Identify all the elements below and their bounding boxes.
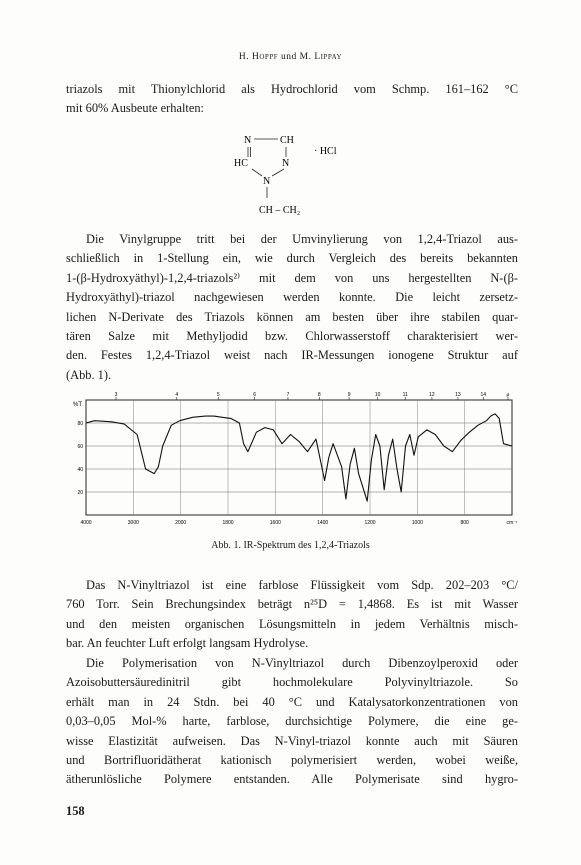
top-tick-label: 8 xyxy=(317,392,321,398)
top-tick-label: 14 xyxy=(480,392,487,398)
text-line: wisse Elastizität aufweisen. Das N-Vinyl-triazol konnte auch mit Säuren xyxy=(66,733,518,748)
structural-formula xyxy=(236,132,366,222)
figure-caption: Abb. 1. IR-Spektrum des 1,2,4-Triazols xyxy=(211,540,370,551)
y-tick-label: 60 xyxy=(77,444,83,450)
text-line: Das N-Vinyltriazol ist eine farblose Flüssigkeit vom Sdp. 202–203 °C/ xyxy=(86,578,518,592)
formula-n-top: N xyxy=(244,135,252,146)
page-number: 158 xyxy=(66,804,85,818)
x-tick-label: 800 xyxy=(460,520,469,526)
text-line: Die Vinylgruppe tritt bei der Umvinylierung von 1,2,4-Triazol aus- xyxy=(86,232,518,246)
author-1: H. Hoppf xyxy=(238,52,279,62)
text-line: tären Salze mit Methyljodid bzw. Chlorwasserstoff charakterisiert wer- xyxy=(66,329,518,344)
top-tick-label: 13 xyxy=(455,392,461,398)
formula-n-bottom: N xyxy=(263,176,271,187)
text-line: Die Polymerisation von N-Vinyltriazol durch Dibenzoylperoxid oder xyxy=(86,656,518,670)
paragraph-3 xyxy=(66,654,518,790)
running-header xyxy=(0,52,581,62)
text-line: mit 60% Ausbeute erhalten: xyxy=(66,101,204,116)
text-line: Hydroxyäthyl)-triazol nachgewiesen werden konnte. Die leicht zersetz- xyxy=(66,290,518,305)
text-line: den. Festes 1,2,4-Triazol weist nach IR-Messungen ionogene Struktur auf xyxy=(66,348,518,363)
formula-ch-top: CH xyxy=(280,135,294,146)
ir-spectrum-svg xyxy=(64,388,516,528)
text-line: (Abb. 1). xyxy=(66,367,112,382)
formula-n-right: N xyxy=(282,158,290,169)
x-tick-label: cm⁻¹ xyxy=(506,520,518,526)
top-tick-label: 11 xyxy=(402,392,408,398)
y-tick-label: 20 xyxy=(77,490,83,496)
formula-hcl: · HCl xyxy=(314,146,337,157)
top-tick-label: μ xyxy=(506,392,510,398)
y-axis-label: %T xyxy=(73,402,82,408)
text-line: Azoisobuttersäuredinitril gibt hochmolekulare Polyvinyltriazole. So xyxy=(66,675,518,690)
x-tick-label: 1200 xyxy=(364,520,376,526)
top-tick-label: 10 xyxy=(374,392,381,398)
text-line: 1-(β-Hydroxyäthyl)-1,2,4-triazols²⁾ mit dem von uns hergestellten N-(β- xyxy=(66,270,518,285)
text-line: 0,03–0,05 Mol-% harte, farblose, durchsichtige Polymere, die eine ge- xyxy=(66,714,518,729)
header-and: und xyxy=(281,52,297,62)
text-line: 760 Torr. Sein Brechungsindex beträgt n²⁵D = 1,4868. Es ist mit Wasser xyxy=(66,597,518,612)
text-line: erhält man in 24 Stdn. bei 40 °C und Katalysatorkonzentrationen von xyxy=(66,694,518,709)
top-tick-label: 3 xyxy=(114,392,118,398)
text-line: schließlich in 1-Stellung ein, wie durch Vergleich des bereits bekannten xyxy=(66,251,518,266)
author-2: M. Lippay xyxy=(299,52,343,62)
x-tick-label: 4000 xyxy=(80,520,92,526)
top-tick-label: 7 xyxy=(286,392,290,398)
formula-vinyl: CH – CH₂ xyxy=(259,205,301,216)
x-tick-label: 3000 xyxy=(127,520,139,526)
y-tick-label: 40 xyxy=(77,467,83,473)
x-tick-label: 1600 xyxy=(269,520,281,526)
paragraph-1 xyxy=(66,230,518,385)
top-tick-label: 12 xyxy=(429,392,435,398)
ir-spectrum-chart xyxy=(64,388,516,533)
top-tick-label: 4 xyxy=(175,392,179,398)
plot-frame xyxy=(86,400,512,515)
text-line: triazols mit Thionylchlorid als Hydrochlorid vom Schmp. 161–162 °C xyxy=(66,82,518,96)
text-line: bar. An feuchter Luft erfolgt langsam Hydrolyse. xyxy=(66,636,309,651)
text-line: und Bortrifluoridätherat kationisch polymerisiert werden, wobei weiße, xyxy=(66,753,518,768)
x-tick-label: 1400 xyxy=(317,520,329,526)
text-line: ätherunlösliche Polymere entstanden. Alle Polymerisate sind hygro- xyxy=(66,772,518,787)
text-line: lichen N-Derivate des Triazols können am besten über ihre stabilen quar- xyxy=(66,309,518,324)
text-line: und den meisten organischen Lösungsmitteln in jedem Verhältnis misch- xyxy=(66,616,518,631)
top-tick-label: 9 xyxy=(347,392,351,398)
spectrum-line xyxy=(86,414,512,501)
x-tick-label: 2000 xyxy=(175,520,187,526)
x-tick-label: 1800 xyxy=(222,520,234,526)
formula-hc: HC xyxy=(234,158,248,169)
y-tick-label: 80 xyxy=(77,421,83,427)
top-tick-label: 5 xyxy=(216,392,220,398)
x-tick-label: 1000 xyxy=(411,520,423,526)
intro-paragraph xyxy=(66,80,518,119)
paragraph-2 xyxy=(66,576,518,654)
top-tick-label: 6 xyxy=(253,392,256,398)
